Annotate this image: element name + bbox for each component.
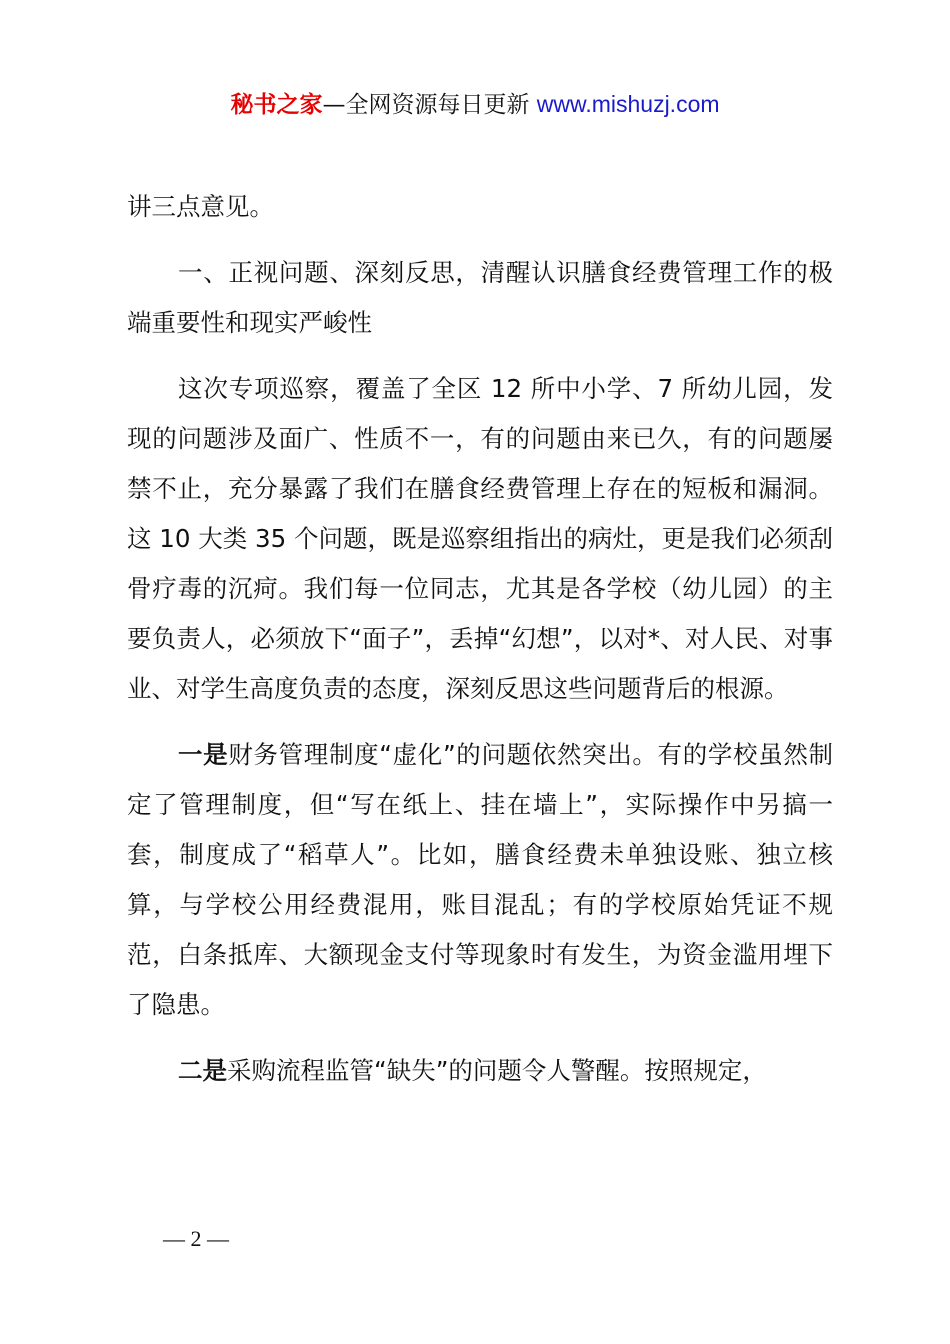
page-header [0,86,950,123]
document-body [127,182,833,1112]
point-two-text: 采购流程监管“缺失”的问题令人警醒。按照规定， [227,1056,767,1085]
header-tagline: —全网资源每日更新 [322,92,537,118]
paragraph-inspection: 这次专项巡察，覆盖了全区 12 所中小学、7 所幼儿园，发现的问题涉及面广、性质不一，有的问题由来已久，有的问题屡禁不止，充分暴露了我们在膳食经费管理上存在的短板和漏洞。这 10 大类 35 个问题，既是巡察组指出的病灶，更是我们必须刮骨疗毒的沉疴。我们每一位同志，尤其是各学校（幼儿园）的主要负责人，必须放下“面子”，丢掉“幻想”，以对*、对人民、对事业、对学生高度负责的态度，深刻反思这些问题背后的根源。 [127,374,833,703]
page-number: — 2 — [163,1226,229,1251]
paragraph-point-two [127,1046,833,1096]
point-one-lead: 一是 [178,740,229,769]
section-heading-one: 一、正视问题、深刻反思，清醒认识膳食经费管理工作的极端重要性和现实严峻性 [127,258,833,337]
paragraph-point-one [127,730,833,1030]
paragraph-intro: 讲三点意见。 [127,192,274,221]
point-two-lead: 二是 [178,1056,227,1085]
point-one-text: 财务管理制度“虚化”的问题依然突出。有的学校虽然制定了管理制度，但“写在纸上、挂在墙上”，实际操作中另搞一套，制度成了“稻草人”。比如，膳食经费未单独设账、独立核算，与学校公用经费混用，账目混乱；有的学校原始凭证不规范，白条抵库、大额现金支付等现象时有发生，为资金滥用埋下了隐患。 [127,740,834,1019]
header-url-link[interactable]: www.mishuzj.com [536,91,720,117]
brand-name: 秘书之家 [230,92,323,118]
